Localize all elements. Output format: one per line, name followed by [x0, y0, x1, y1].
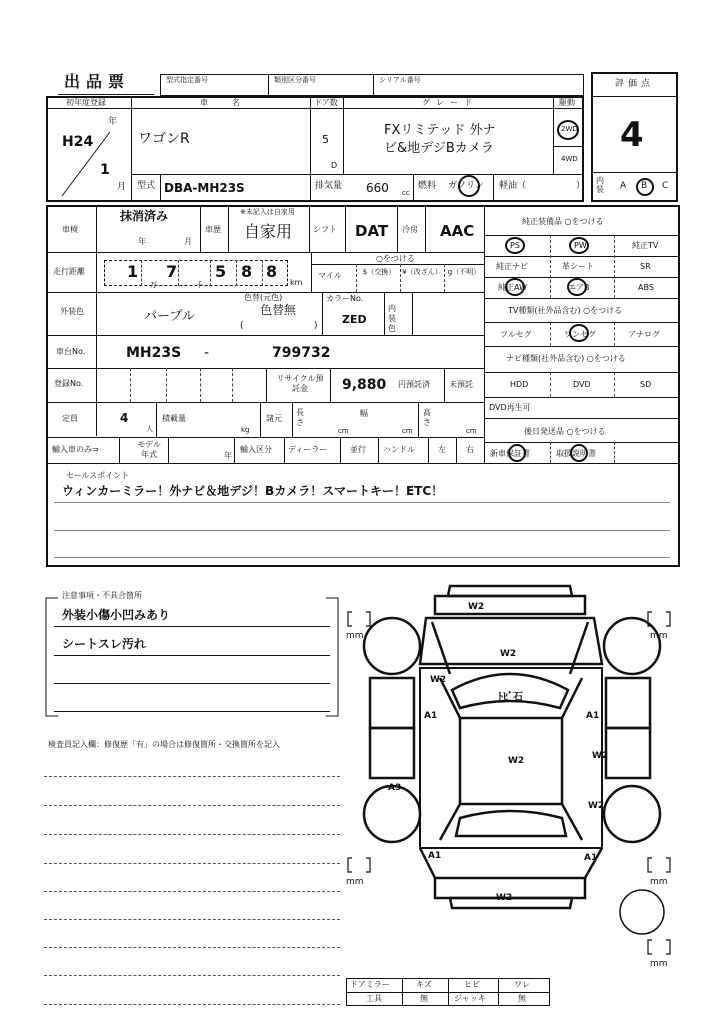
parallel-label: 並行 [350, 445, 366, 454]
mm-label: mm [650, 631, 668, 641]
dvd-playback: DVD再生可 [489, 403, 531, 412]
later-manual: 取扱説明書 [556, 449, 596, 458]
unknown-label: g（不明） [447, 268, 481, 276]
chassis-label: 車台No. [56, 347, 86, 356]
damage-left-front-door: A1 [424, 711, 438, 721]
legend-cell: 無 [420, 994, 428, 1003]
capacity-unit: 人 [146, 425, 153, 433]
notes-label: 注意事項・不具合箇所 [62, 591, 142, 600]
inspection-year: 年 [138, 237, 146, 246]
legend-cell: ジャッキ [454, 994, 486, 1003]
chassis-dash: - [204, 345, 210, 361]
equip-tv: 純正TV [632, 241, 659, 250]
month-value: 1 [100, 162, 110, 178]
interior-c: C [662, 181, 669, 191]
damage-right-rear-fender: A1 [584, 853, 598, 863]
interior-b-circle [636, 178, 654, 196]
dims-label: 諸元 [266, 414, 282, 423]
mileage-circle-note: ○をつける [376, 254, 415, 263]
exchange-label: $（交換） [362, 268, 396, 276]
drive-label: 駆動 [559, 98, 575, 107]
load-label: 積載量 [162, 414, 186, 423]
drive-2wd: 2WD [561, 125, 578, 133]
grade-line1: FXリミテッド 外ナ [384, 123, 496, 138]
mileage-km: km [290, 278, 303, 287]
chassis-prefix: MH23S [126, 345, 182, 361]
equip-airbag: エアB [568, 283, 590, 292]
color-change-paren-close: ) [314, 321, 318, 331]
exterior-value: パープル [144, 309, 195, 324]
grade-line2: ビ&地デジBカメラ [384, 141, 494, 156]
legend-cell: ヒビ [464, 980, 480, 989]
height-cm: cm [466, 427, 477, 435]
diesel-label: 軽油（ [499, 181, 527, 191]
color-change-paren-open: ( [240, 321, 244, 331]
width-cm: cm [402, 427, 413, 435]
color-change-label: 色替(元色) [244, 293, 283, 302]
mm-label: mm [650, 959, 668, 969]
score-value: 4 [620, 115, 644, 155]
damage-left-sill: A3 [388, 783, 402, 793]
category-number-label: 類別区分番号 [274, 76, 316, 84]
equip-pw: PW [574, 241, 587, 250]
equip-abs: ABS [638, 283, 654, 292]
car-name: ワゴンR [138, 131, 190, 147]
import-label: 輸入車のみ⇒ [52, 445, 99, 454]
shift-value: DAT [355, 222, 389, 240]
color-no-value: ZED [342, 313, 367, 326]
month-unit: 月 [117, 182, 127, 192]
equip-aw-circle [505, 278, 525, 296]
mileage-digit: 8 [266, 262, 278, 281]
equip-ps: PS [510, 241, 520, 250]
form-title: 出品票 [64, 72, 131, 91]
mile-label: マイル [318, 271, 342, 280]
score-label: 評価点 [615, 79, 655, 89]
history-label: 車歴 [205, 225, 221, 234]
genuine-equipment-header: 純正装備品 ○をつける [522, 217, 604, 226]
type-label: 型式 [137, 181, 156, 191]
damage-right-rear-door-2: W2 [588, 801, 605, 811]
tv-analog: アナログ [628, 330, 660, 339]
damage-right-front-door: A1 [586, 711, 600, 721]
color-change-value: 色替無 [260, 303, 297, 317]
recycle-not: 未預託 [449, 380, 473, 389]
width-label: 幅 [360, 409, 368, 418]
history-value: 自家用 [244, 222, 293, 241]
ac-value: AAC [440, 222, 475, 240]
ac-label: 冷房 [402, 225, 418, 234]
handle-label: ハンドル [383, 445, 415, 454]
sales-label: セールスポイント [66, 471, 130, 480]
mm-label: mm [650, 877, 668, 887]
fuel-value: ガソリン [448, 181, 485, 191]
year-unit: 年 [108, 117, 118, 127]
equip-ps-circle [505, 237, 525, 254]
mileage-man: 万 [150, 281, 157, 289]
inspection-label: 車検 [62, 225, 78, 234]
capacity-label: 定員 [62, 414, 78, 423]
recycle-value: 9,880 [342, 377, 387, 393]
mm-label: mm [346, 631, 364, 641]
tv-oneseg-circle [569, 324, 589, 342]
exterior-label: 外装色 [60, 307, 84, 316]
color-no-label: カラーNo. [326, 294, 364, 303]
damage-rear-bumper: W2 [496, 893, 513, 903]
legend-cell: キズ [416, 980, 432, 989]
drive-2wd-circle [557, 120, 579, 140]
damage-windshield: ﾄﾋﾞ石 [498, 692, 523, 703]
capacity-value: 4 [120, 411, 129, 425]
chassis-number: 799732 [272, 345, 331, 361]
year-era: H24 [62, 134, 94, 150]
damage-top-bumper: W2 [468, 602, 485, 612]
equip-leather: 革シート [562, 262, 594, 271]
recycle-done: 円預託済 [398, 380, 430, 389]
mileage-digit: 5 [215, 262, 227, 281]
interior-color-label: 内装色 [388, 304, 396, 333]
navi-header: ナビ種類(社外品含む) ○をつける [506, 354, 626, 363]
tv-fullseg: フルセグ [500, 330, 532, 339]
load-unit: kg [241, 426, 250, 434]
fuel-gasoline-circle [458, 175, 480, 197]
inspection-month: 月 [184, 237, 192, 246]
later-manual-circle [570, 444, 588, 462]
legend-cell: ワレ [514, 980, 530, 989]
equip-airbag-circle [567, 278, 587, 296]
left-label: 左 [438, 445, 446, 454]
inspector-label: 検査員記入欄：修復歴「有」の場合は修復箇所・交換箇所を記入 [48, 740, 280, 749]
navi-hdd: HDD [510, 380, 529, 389]
interior-label: 内装 [596, 176, 604, 194]
later-warranty: 新車保証書 [490, 449, 530, 458]
navi-dvd: DVD [573, 380, 591, 389]
right-label: 右 [466, 445, 474, 454]
legend-cell: 工具 [366, 994, 382, 1003]
equip-aw: 純正AW [498, 283, 527, 292]
model-year-unit: 年 [224, 451, 232, 460]
drive-4wd: 4WD [561, 155, 578, 163]
damage-hood-left: W2 [430, 675, 447, 685]
header-id-row [160, 74, 584, 96]
navi-sd: SD [640, 380, 652, 389]
model-year-label: モデル年式 [137, 440, 161, 459]
displacement-unit: cc [402, 189, 410, 197]
mileage-label: 走行距離 [53, 267, 85, 276]
serial-number-label: シリアル番号 [379, 76, 421, 84]
interior-a: A [620, 181, 627, 191]
model-designation-label: 型式指定番号 [166, 76, 208, 84]
inspection-value: 抹消済み [120, 209, 169, 223]
legend-cell: 無 [518, 994, 526, 1003]
damage-roof: W2 [508, 756, 525, 766]
mileage-digit: 8 [241, 262, 253, 281]
notes-line: 外装小傷小凹みあり [62, 608, 171, 622]
mileage-sen: 千 [196, 281, 203, 289]
height-label: 高さ [423, 408, 431, 427]
door-count: 5 [322, 133, 329, 146]
recycle-label: リサイクル預託金 [276, 374, 324, 393]
shift-label: シフト [313, 225, 337, 234]
mileage-digit: 7 [166, 262, 178, 281]
damage-right-rear-door: W2 [592, 751, 609, 761]
notes-line: シートスレ汚れ [62, 637, 146, 651]
car-diagram [340, 578, 690, 978]
mm-label: mm [346, 877, 364, 887]
interior-b: B [641, 181, 648, 191]
sales-text: ウィンカーミラー！外ナビ＆地デジ！Bカメラ！スマートキー！ETC！ [62, 484, 444, 498]
equip-navi: 純正ナビ [496, 262, 528, 271]
import-type-label: 輸入区分 [240, 445, 272, 454]
fuel-label: 燃料 [418, 181, 437, 191]
diesel-close: ） [576, 181, 586, 191]
dealer-label: ディーラー [288, 445, 328, 454]
length-cm: cm [338, 427, 349, 435]
legend-cell: ドアミラー [350, 980, 390, 989]
door-count-label: ドア数 [314, 98, 338, 107]
history-note: ※未記入は自家用 [240, 208, 295, 216]
mileage-digit: 1 [127, 262, 139, 281]
displacement-value: 660 [366, 181, 389, 195]
type-value: DBA-MH23S [164, 181, 245, 195]
tv-oneseg: ワンセグ [564, 330, 596, 339]
later-header: 後日発送品 ○をつける [524, 427, 606, 436]
reg-no-label: 登録No. [54, 379, 84, 388]
door-suffix: D [331, 161, 338, 170]
equip-sr: SR [640, 262, 651, 271]
name-label: 車名 [200, 98, 264, 107]
displacement-label: 排気量 [315, 181, 343, 191]
damage-hood: W2 [500, 649, 517, 659]
equip-pw-circle [569, 237, 589, 254]
later-warranty-circle [508, 444, 526, 462]
length-label: 長さ [296, 408, 304, 427]
grade-label: グレード [422, 98, 478, 107]
tv-header: TV種類(社外品含む) ○をつける [508, 306, 623, 315]
first-reg-label: 初年度登録 [66, 98, 106, 107]
damage-left-rear-fender: A1 [428, 851, 442, 861]
modified-label: ¥（改ざん） [402, 268, 442, 276]
